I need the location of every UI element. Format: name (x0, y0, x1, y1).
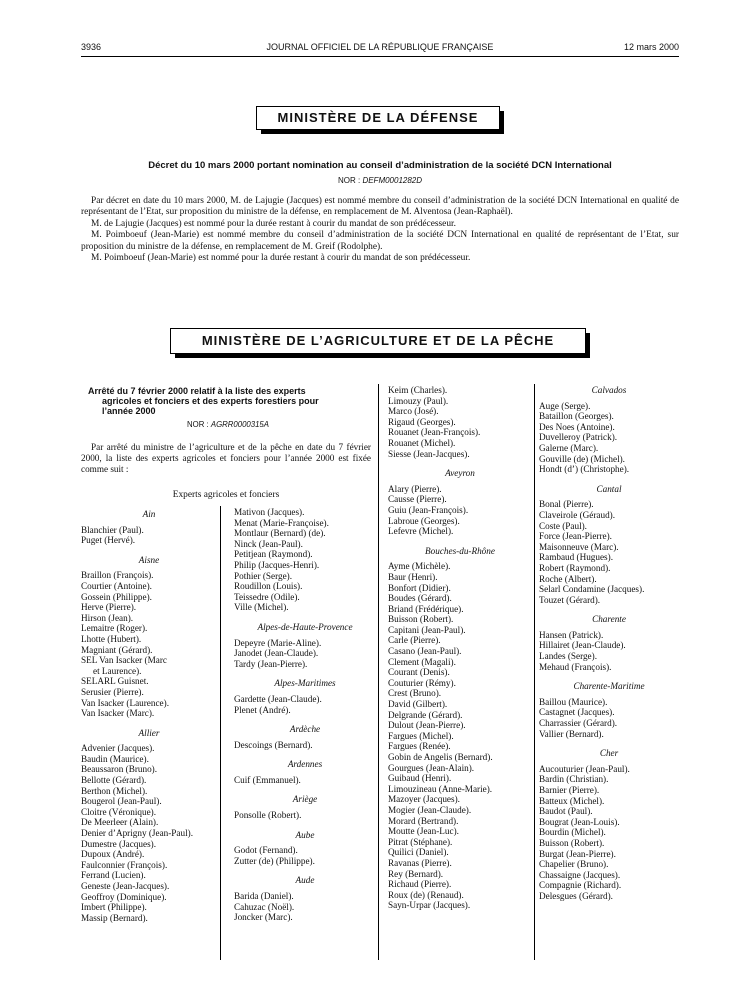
expert-name: Buisson (Robert). (388, 614, 454, 625)
expert-name: Quilici (Daniel). (388, 847, 449, 858)
expert-name: De Meerleer (Alain). (81, 817, 159, 828)
expert-name: Coste (Paul). (539, 520, 587, 531)
expert-name: Massip (Bernard). (81, 912, 148, 923)
list-column-3 (388, 385, 532, 911)
expert-name: Force (Jean-Pierre). (539, 531, 612, 542)
expert-name: Mehaud (François). (539, 661, 612, 672)
expert-name: Denier d’Aprigny (Jean-Paul). (81, 828, 193, 839)
expert-name: Crest (Bruno). (388, 688, 442, 699)
expert-name: Rigaud (Georges). (388, 416, 456, 427)
expert-name: Capitani (Jean-Paul). (388, 624, 466, 635)
expert-name: Faulconnier (François). (81, 859, 168, 870)
department-heading: Ardennes (287, 759, 323, 770)
decree-paragraph: M. de Lajugie (Jacques) est nommé pour la durée restant à courir du mandat de son prédécesseur. (91, 218, 456, 229)
expert-name: Depeyre (Marie-Aline). (234, 637, 322, 648)
expert-name: Serusier (Pierre). (81, 686, 144, 697)
expert-name: Baur (Henri). (388, 571, 438, 582)
expert-name: Beaussaron (Bruno). (81, 764, 158, 775)
expert-name: Bougrat (Jean-Louis). (539, 816, 620, 827)
expert-name: Ravanas (Pierre). (388, 857, 452, 868)
expert-name: Fargues (Renée). (388, 741, 451, 752)
expert-name: Mogier (Jean-Claude). (388, 804, 472, 815)
expert-name: Roudillon (Louis). (234, 581, 303, 592)
expert-name: Keim (Charles). (388, 385, 448, 395)
expert-name: Chapelier (Bruno). (539, 859, 609, 870)
page-number: 3936 (81, 42, 102, 52)
expert-name: Briand (Frédérique). (388, 603, 464, 614)
expert-name: Gardette (Jean-Claude). (234, 693, 322, 704)
ministry-defense-box (256, 106, 500, 130)
expert-name: Puget (Hervé). (81, 535, 136, 546)
expert-name: Rouanet (Jean-François). (388, 427, 481, 438)
expert-name: Batteux (Michel). (539, 795, 605, 806)
arrete-title (88, 386, 368, 416)
expert-name: Richaud (Pierre). (388, 879, 452, 890)
column-rule (378, 384, 379, 960)
expert-name: Advenier (Jacques). (81, 743, 155, 754)
department-heading: Cantal (596, 483, 622, 494)
expert-name: Boudes (Gérard). (388, 593, 452, 604)
expert-name: Hirson (Jean). (81, 612, 134, 623)
expert-name: Zutter (de) (Philippe). (234, 855, 315, 866)
decree-nor (81, 176, 679, 185)
expert-name: Godot (Fernand). (234, 845, 298, 856)
department-heading: Ardèche (289, 724, 321, 735)
list-column-1 (81, 509, 217, 923)
department-heading: Cher (599, 748, 619, 759)
department-heading: Allier (138, 727, 160, 738)
expert-name: Pitrat (Stéphane). (388, 836, 453, 847)
expert-name: Bougerol (Jean-Paul). (81, 796, 162, 807)
expert-name: Sayn-Urpar (Jacques). (388, 900, 471, 911)
expert-name: Couturier (Rémy). (388, 677, 456, 688)
expert-name: Tardy (Jean-Pierre). (234, 658, 308, 669)
department-heading: Ain (142, 509, 156, 519)
expert-name: Alary (Pierre). (388, 483, 442, 494)
expert-name: Ninck (Jean-Paul). (234, 538, 303, 549)
department-heading: Bouches-du-Rhône (425, 545, 495, 556)
expert-name: Rambaud (Hugues). (539, 552, 613, 563)
expert-name: Roux (de) (Renaud). (388, 889, 464, 900)
expert-name: Auge (Serge). (539, 400, 591, 411)
expert-name: Carle (Pierre). (388, 635, 441, 646)
expert-name: Geoffroy (Dominique). (81, 891, 167, 902)
expert-name: Gourgues (Jean-Alain). (388, 762, 475, 773)
expert-name: Compagnie (Richard). (539, 880, 622, 891)
expert-name: Barida (Daniel). (234, 891, 294, 902)
expert-name: Cahuzac (Noël). (234, 901, 295, 912)
expert-name: Claveirole (Géraud). (539, 509, 616, 520)
expert-name: Limouzineau (Anne-Marie). (388, 783, 493, 794)
expert-name: SELARL Guisnet. (81, 676, 149, 687)
arrete-paragraph (81, 442, 371, 475)
expert-name: Buisson (Robert). (539, 837, 605, 848)
expert-name: Duvelleroy (Patrick). (539, 432, 618, 443)
expert-name: Charrassier (Gérard). (539, 718, 618, 729)
department-heading: Alpes-de-Haute-Provence (257, 621, 353, 632)
expert-name: Philip (Jacques-Henri). (234, 559, 320, 570)
expert-name: Delgrande (Gérard). (388, 709, 463, 720)
expert-name: Guiu (Jean-François). (388, 504, 469, 515)
expert-name: Chassaigne (Jacques). (539, 869, 621, 880)
expert-name: Delesgues (Gérard). (539, 890, 613, 901)
column-rule (220, 506, 221, 960)
department-heading: Charente (592, 614, 626, 625)
department-heading: Calvados (591, 385, 627, 395)
expert-name: Aucouturier (Jean-Paul). (539, 763, 630, 774)
arrete-title-line: agricoles et fonciers et des experts forestiers pour (102, 396, 319, 406)
expert-name: Imbert (Philippe). (81, 902, 147, 913)
ministry-agriculture-box (170, 328, 586, 354)
expert-name: Bonfort (Didier). (388, 582, 451, 593)
ministry-agriculture-title: MINISTÈRE DE L’AGRICULTURE ET DE LA PÊCHE (201, 333, 555, 348)
arrete-nor-label: NOR : (187, 420, 209, 429)
header-rule (81, 56, 679, 57)
decree-nor-label: NOR : (337, 176, 361, 185)
department-heading: Aude (295, 875, 315, 886)
expert-name: SEL Van Isacker (Marc (81, 655, 167, 666)
expert-name: Janodet (Jean-Claude). (234, 648, 319, 659)
journal-title: JOURNAL OFFICIEL DE LA RÉPUBLIQUE FRANÇAISE (266, 42, 494, 52)
expert-name: Joncker (Marc). (234, 912, 293, 923)
expert-name: Roche (Albert). (539, 573, 597, 584)
expert-name: Labroue (Georges). (388, 515, 460, 526)
expert-name: Bonal (Pierre). (539, 499, 594, 510)
expert-name: Pothier (Serge). (234, 570, 293, 581)
expert-name: Mazoyer (Jacques). (388, 794, 460, 805)
expert-name: Herve (Pierre). (81, 602, 137, 613)
expert-name: Baudot (Paul). (539, 806, 593, 817)
expert-name: Dulout (Jean-Pierre). (388, 720, 466, 731)
expert-name: Ayme (Michèle). (388, 561, 451, 572)
expert-name: Courant (Denis). (388, 667, 450, 678)
expert-name: Ponsolle (Robert). (234, 810, 302, 821)
expert-name: Courtier (Antoine). (81, 580, 152, 591)
expert-name: Montlaur (Bernard) (de). (234, 528, 326, 539)
expert-name: Burgat (Jean-Pierre). (539, 848, 616, 859)
expert-name: Bellotte (Gérard). (81, 775, 147, 786)
list-column-2 (234, 507, 376, 923)
expert-name: Baudin (Maurice). (81, 753, 149, 764)
expert-name: Morard (Bertrand). (388, 815, 459, 826)
expert-name: Rouanet (Michel). (388, 437, 456, 448)
department-heading: Aube (295, 829, 315, 840)
column-rule (534, 384, 535, 960)
arrete-title-line: Arrêté du 7 février 2000 relatif à la liste des experts (88, 386, 306, 396)
expert-name: Teissedre (Odile). (234, 591, 300, 602)
decree-title: Décret du 10 mars 2000 portant nomination au conseil d’administration de la société DCN International (148, 160, 612, 171)
expert-name: Descoings (Bernard). (234, 739, 313, 750)
decree-paragraph: M. Poimboeuf (Jean-Marie) est nommé pour la durée restant à courir du mandat de son prédécesseur. (91, 253, 471, 264)
expert-name: Galerne (Marc). (539, 442, 599, 453)
arrete-title-line: l’année 2000 (102, 406, 156, 416)
expert-name: Van Isacker (Laurence). (81, 697, 169, 708)
decree-paragraph: Par décret en date du 10 mars 2000, M. de Lajugie (Jacques) est nommé membre du conseil d’administration de la société DCN International en qualité de représentant de l’Etat, sur proposition du ministre de la défense, en remplacement de M. Alventosa (Jean-Raphaël). (81, 196, 679, 218)
expert-name: Landes (Serge). (539, 651, 597, 662)
department-heading: Alpes-Maritimes (274, 678, 336, 689)
expert-name: Plenet (André). (234, 704, 291, 715)
expert-name: Baillou (Maurice). (539, 696, 608, 707)
expert-name: Limouzy (Paul). (388, 395, 449, 406)
expert-name: Rey (Bernard). (388, 868, 444, 879)
expert-name: Hansen (Patrick). (539, 629, 604, 640)
expert-name: Cuif (Emmanuel). (234, 774, 301, 785)
experts-heading: Experts agricoles et fonciers (172, 490, 280, 500)
expert-name: Magniant (Gérard). (81, 644, 153, 655)
page-header (81, 42, 679, 56)
expert-name: Gouville (de) (Michel). (539, 453, 625, 464)
expert-name: Guibaud (Henri). (388, 773, 452, 784)
expert-name: Selarl Condamine (Jacques). (539, 584, 645, 595)
expert-name: Hillairet (Jean-Claude). (539, 640, 626, 651)
expert-name: Geneste (Jean-Jacques). (81, 881, 170, 891)
ministry-defense-title: MINISTÈRE DE LA DÉFENSE (277, 110, 479, 125)
expert-name: Dupoux (André). (81, 849, 145, 860)
expert-name: Barnier (Pierre). (539, 785, 600, 795)
expert-name: Cloitre (Véronique). (81, 806, 157, 817)
expert-name: Van Isacker (Marc). (81, 708, 155, 719)
department-heading: Aisne (138, 554, 160, 565)
expert-name: Moutte (Jean-Luc). (388, 826, 459, 837)
decree-nor-code: DEFM0001282D (362, 176, 423, 185)
expert-name: David (Gilbert). (388, 699, 448, 710)
expert-name: Hondt (d’) (Christophe). (539, 464, 630, 475)
expert-name: Mativon (Jacques). (234, 507, 305, 517)
decree-paragraph: M. Poimboeuf (Jean-Marie) est nommé membre du conseil d’administration de la société DCN International en qualité de représentant de l’Etat, sur proposition du ministre de la défense, en remplacement de M. Greif (Rodolphe). (81, 230, 679, 252)
expert-name: Lhotte (Hubert). (81, 633, 142, 644)
expert-name: Marco (José). (388, 406, 439, 417)
expert-name: Ville (Michel). (234, 602, 289, 613)
expert-name: Gossein (Philippe). (81, 591, 152, 602)
arrete-nor-code: AGRR0000315A (210, 420, 269, 429)
expert-name: Robert (Raymond). (539, 562, 611, 573)
expert-name: Bourdin (Michel). (539, 827, 606, 838)
expert-name: Des Noes (Antoine). (539, 421, 615, 432)
arrete-paragraph-text: Par arrêté du ministre de l’agriculture et de la pêche en date du 7 février 2000, la liste des experts agricoles et fonciers pour l’année 2000 est fixée comme suit : (81, 442, 371, 474)
expert-name: Vallier (Bernard). (539, 728, 604, 739)
expert-name: Berthon (Michel). (81, 785, 148, 796)
expert-name: Petitjean (Raymond). (234, 549, 313, 560)
expert-name: Ferrand (Lucien). (81, 870, 146, 881)
expert-name: Causse (Pierre). (388, 494, 447, 505)
expert-name: Siesse (Jean-Jacques). (388, 448, 470, 459)
decree-body (81, 196, 679, 264)
arrete-nor (88, 420, 368, 429)
expert-name: Lemaitre (Roger). (81, 623, 148, 634)
list-column-4 (539, 385, 679, 902)
expert-name: Bataillon (Georges). (539, 411, 614, 422)
expert-name: Dumestre (Jacques). (81, 838, 157, 849)
department-heading: Aveyron (445, 468, 475, 479)
expert-name: Clement (Magali). (388, 656, 456, 667)
expert-name: Bardin (Christian). (539, 774, 609, 785)
expert-name: Maisonneuve (Marc). (539, 541, 619, 552)
department-heading: Charente-Maritime (573, 681, 645, 692)
expert-name: Menat (Marie-Françoise). (234, 517, 329, 528)
department-heading: Ariège (292, 794, 318, 805)
expert-name: Lefevre (Michel). (388, 526, 454, 537)
expert-name: Fargues (Michel). (388, 730, 454, 741)
expert-name: et Laurence). (93, 665, 142, 676)
expert-name: Blanchier (Paul). (81, 524, 144, 535)
expert-name: Castagnet (Jacques). (539, 707, 615, 718)
expert-name: Braillon (François). (81, 570, 154, 581)
issue-date: 12 mars 2000 (623, 42, 679, 52)
expert-name: Casano (Jean-Paul). (388, 646, 462, 657)
expert-name: Touzet (Gérard). (539, 594, 601, 605)
expert-name: Gobin de Angelis (Bernard). (388, 752, 493, 762)
